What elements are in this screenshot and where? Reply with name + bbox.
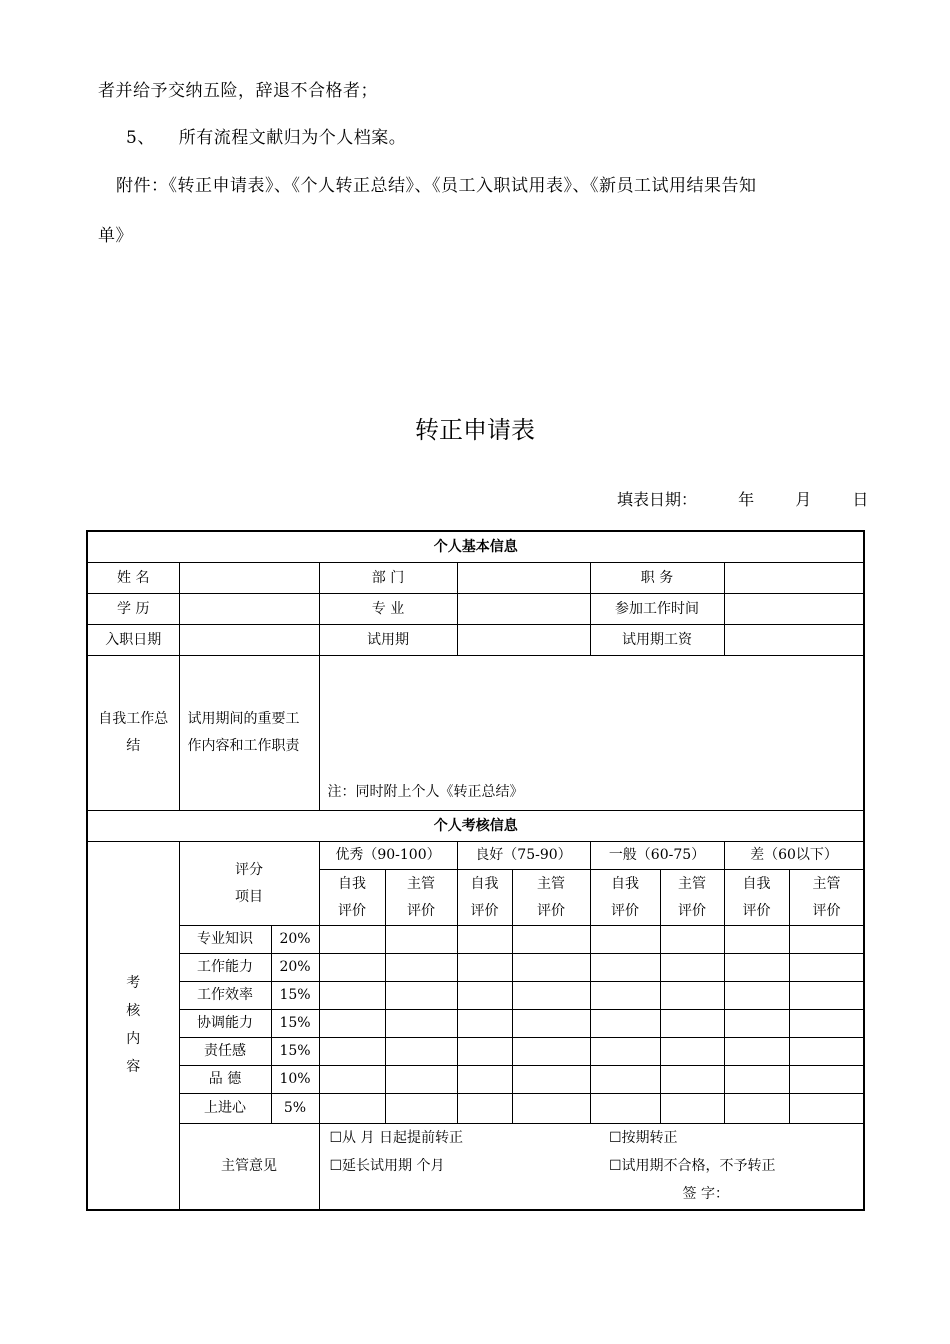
score-cell[interactable] [789, 954, 864, 982]
score-cell[interactable] [319, 982, 385, 1010]
item-weight: 20% [271, 954, 319, 982]
score-cell[interactable] [457, 1010, 512, 1038]
score-cell[interactable] [789, 926, 864, 954]
score-cell[interactable] [724, 1094, 789, 1124]
score-cell[interactable] [319, 1038, 385, 1066]
score-cell[interactable] [660, 1066, 724, 1094]
score-cell[interactable] [590, 1038, 660, 1066]
grade-poor: 差（60以下） [724, 842, 864, 870]
table-row [87, 1038, 864, 1066]
item-name: 工作效率 [179, 982, 271, 1010]
grade-average: 一般（60-75） [590, 842, 724, 870]
score-cell[interactable] [512, 982, 590, 1010]
grade-good: 良好（75-90） [457, 842, 590, 870]
score-cell[interactable] [512, 926, 590, 954]
table-row [87, 926, 864, 954]
grade-excellent: 优秀（90-100） [319, 842, 457, 870]
score-cell[interactable] [590, 1010, 660, 1038]
score-cell[interactable] [724, 1066, 789, 1094]
score-cell[interactable] [789, 1094, 864, 1124]
item-weight: 10% [271, 1066, 319, 1094]
score-cell[interactable] [590, 982, 660, 1010]
mgr-eval-header: 主管 评价 [385, 870, 457, 926]
score-cell[interactable] [512, 1010, 590, 1038]
summary-description: 试用期间的重要工作内容和工作职责 [179, 656, 319, 811]
self-eval-header: 自我 评价 [590, 870, 660, 926]
score-cell[interactable] [457, 954, 512, 982]
item-weight: 15% [271, 1010, 319, 1038]
year-label: 年 [738, 490, 755, 509]
score-cell[interactable] [660, 1094, 724, 1124]
score-cell[interactable] [385, 926, 457, 954]
score-cell[interactable] [457, 926, 512, 954]
item-name: 工作能力 [179, 954, 271, 982]
self-eval-header: 自我 评价 [724, 870, 789, 926]
item-weight: 20% [271, 926, 319, 954]
item-weight: 15% [271, 982, 319, 1010]
probation-field[interactable] [457, 625, 590, 656]
item-name: 专业知识 [179, 926, 271, 954]
assess-content-label: 考 核 内 容 [87, 842, 179, 1210]
mgr-eval-header: 主管 评价 [512, 870, 590, 926]
score-cell[interactable] [457, 982, 512, 1010]
intro-line-1: 者并给予交纳五险，辞退不合格者； [98, 81, 378, 101]
major-label: 专 业 [319, 594, 457, 625]
score-cell[interactable] [457, 1066, 512, 1094]
score-cell[interactable] [660, 982, 724, 1010]
position-field[interactable] [724, 563, 864, 594]
mgr-eval-header: 主管 评价 [789, 870, 864, 926]
score-cell[interactable] [319, 1066, 385, 1094]
summary-note: 注：同时附上个人《转正总结》 [327, 784, 524, 801]
score-cell[interactable] [789, 982, 864, 1010]
score-cell[interactable] [660, 1010, 724, 1038]
intro-line-2 [126, 123, 406, 148]
option-fail[interactable]: ☐试用期不合格，不予转正 [609, 1157, 776, 1174]
intro-line-3: 附件：《转正申请表》、《个人转正总结》、《员工入职试用表》、《新员工试用结果告知 [116, 176, 757, 196]
day-label: 日 [852, 490, 869, 509]
option-early-confirm[interactable]: ☐从 月 日起提前转正 [329, 1129, 463, 1146]
score-cell[interactable] [385, 954, 457, 982]
score-cell[interactable] [789, 1066, 864, 1094]
score-cell[interactable] [385, 1094, 457, 1124]
score-cell[interactable] [590, 954, 660, 982]
item-name: 责任感 [179, 1038, 271, 1066]
education-label: 学 历 [87, 594, 179, 625]
item-name: 协调能力 [179, 1010, 271, 1038]
section-basic-title: 个人基本信息 [87, 531, 864, 563]
education-field[interactable] [179, 594, 319, 625]
month-label: 月 [795, 490, 812, 509]
score-cell[interactable] [319, 1094, 385, 1124]
score-cell[interactable] [512, 1066, 590, 1094]
score-cell[interactable] [385, 1010, 457, 1038]
supervisor-opinion-label: 主管意见 [179, 1124, 319, 1210]
table-row [87, 1066, 864, 1094]
option-on-time[interactable]: ☐按期转正 [609, 1129, 678, 1146]
item-name: 上进心 [179, 1094, 271, 1124]
name-field[interactable] [179, 563, 319, 594]
supervisor-opinion-field [319, 1124, 864, 1210]
summary-field[interactable] [319, 656, 864, 811]
mgr-eval-header: 主管 评价 [660, 870, 724, 926]
probation-salary-label: 试用期工资 [590, 625, 724, 656]
score-cell[interactable] [724, 926, 789, 954]
signature-label: 签 字： [682, 1186, 729, 1202]
score-cell[interactable] [512, 954, 590, 982]
join-date-field[interactable] [179, 625, 319, 656]
score-cell[interactable] [385, 1066, 457, 1094]
score-cell[interactable] [457, 1094, 512, 1124]
option-extend-probation[interactable]: ☐延长试用期 个月 [329, 1157, 445, 1174]
score-cell[interactable] [319, 1010, 385, 1038]
score-cell[interactable] [660, 954, 724, 982]
score-cell[interactable] [590, 926, 660, 954]
fill-date [617, 487, 868, 510]
score-item-header: 评分 项目 [179, 842, 319, 926]
list-text: 所有流程文献归为个人档案。 [178, 128, 407, 148]
table-row [87, 982, 864, 1010]
probation-salary-field[interactable] [724, 625, 864, 656]
score-cell[interactable] [385, 1038, 457, 1066]
join-date-label: 入职日期 [87, 625, 179, 656]
section-assess-title: 个人考核信息 [87, 811, 864, 842]
score-cell[interactable] [319, 926, 385, 954]
work-start-label: 参加工作时间 [590, 594, 724, 625]
score-cell[interactable] [660, 926, 724, 954]
score-cell[interactable] [590, 1094, 660, 1124]
score-cell[interactable] [512, 1094, 590, 1124]
intro-line-4: 单》 [98, 226, 133, 246]
item-weight: 15% [271, 1038, 319, 1066]
summary-label: 自我工作总结 [87, 656, 179, 811]
table-row [87, 1094, 864, 1124]
form-title: 转正申请表 [415, 416, 535, 444]
item-weight: 5% [271, 1094, 319, 1124]
score-cell[interactable] [724, 982, 789, 1010]
position-label: 职 务 [590, 563, 724, 594]
list-number: 5、 [126, 128, 155, 148]
score-cell[interactable] [512, 1038, 590, 1066]
score-cell[interactable] [319, 954, 385, 982]
self-eval-header: 自我 评价 [457, 870, 512, 926]
score-cell[interactable] [385, 982, 457, 1010]
major-field[interactable] [457, 594, 590, 625]
score-cell[interactable] [457, 1038, 512, 1066]
score-cell[interactable] [660, 1038, 724, 1066]
application-form-table [86, 530, 865, 1211]
dept-field[interactable] [457, 563, 590, 594]
score-cell[interactable] [724, 1038, 789, 1066]
probation-label: 试用期 [319, 625, 457, 656]
table-row [87, 1010, 864, 1038]
score-cell[interactable] [590, 1066, 660, 1094]
item-name: 品 德 [179, 1066, 271, 1094]
name-label: 姓 名 [87, 563, 179, 594]
work-start-field[interactable] [724, 594, 864, 625]
dept-label: 部 门 [319, 563, 457, 594]
self-eval-header: 自我 评价 [319, 870, 385, 926]
score-cell[interactable] [724, 1010, 789, 1038]
score-cell[interactable] [724, 954, 789, 982]
score-cell[interactable] [789, 1038, 864, 1066]
table-row [87, 954, 864, 982]
score-cell[interactable] [789, 1010, 864, 1038]
fill-date-label: 填表日期： [617, 490, 698, 509]
